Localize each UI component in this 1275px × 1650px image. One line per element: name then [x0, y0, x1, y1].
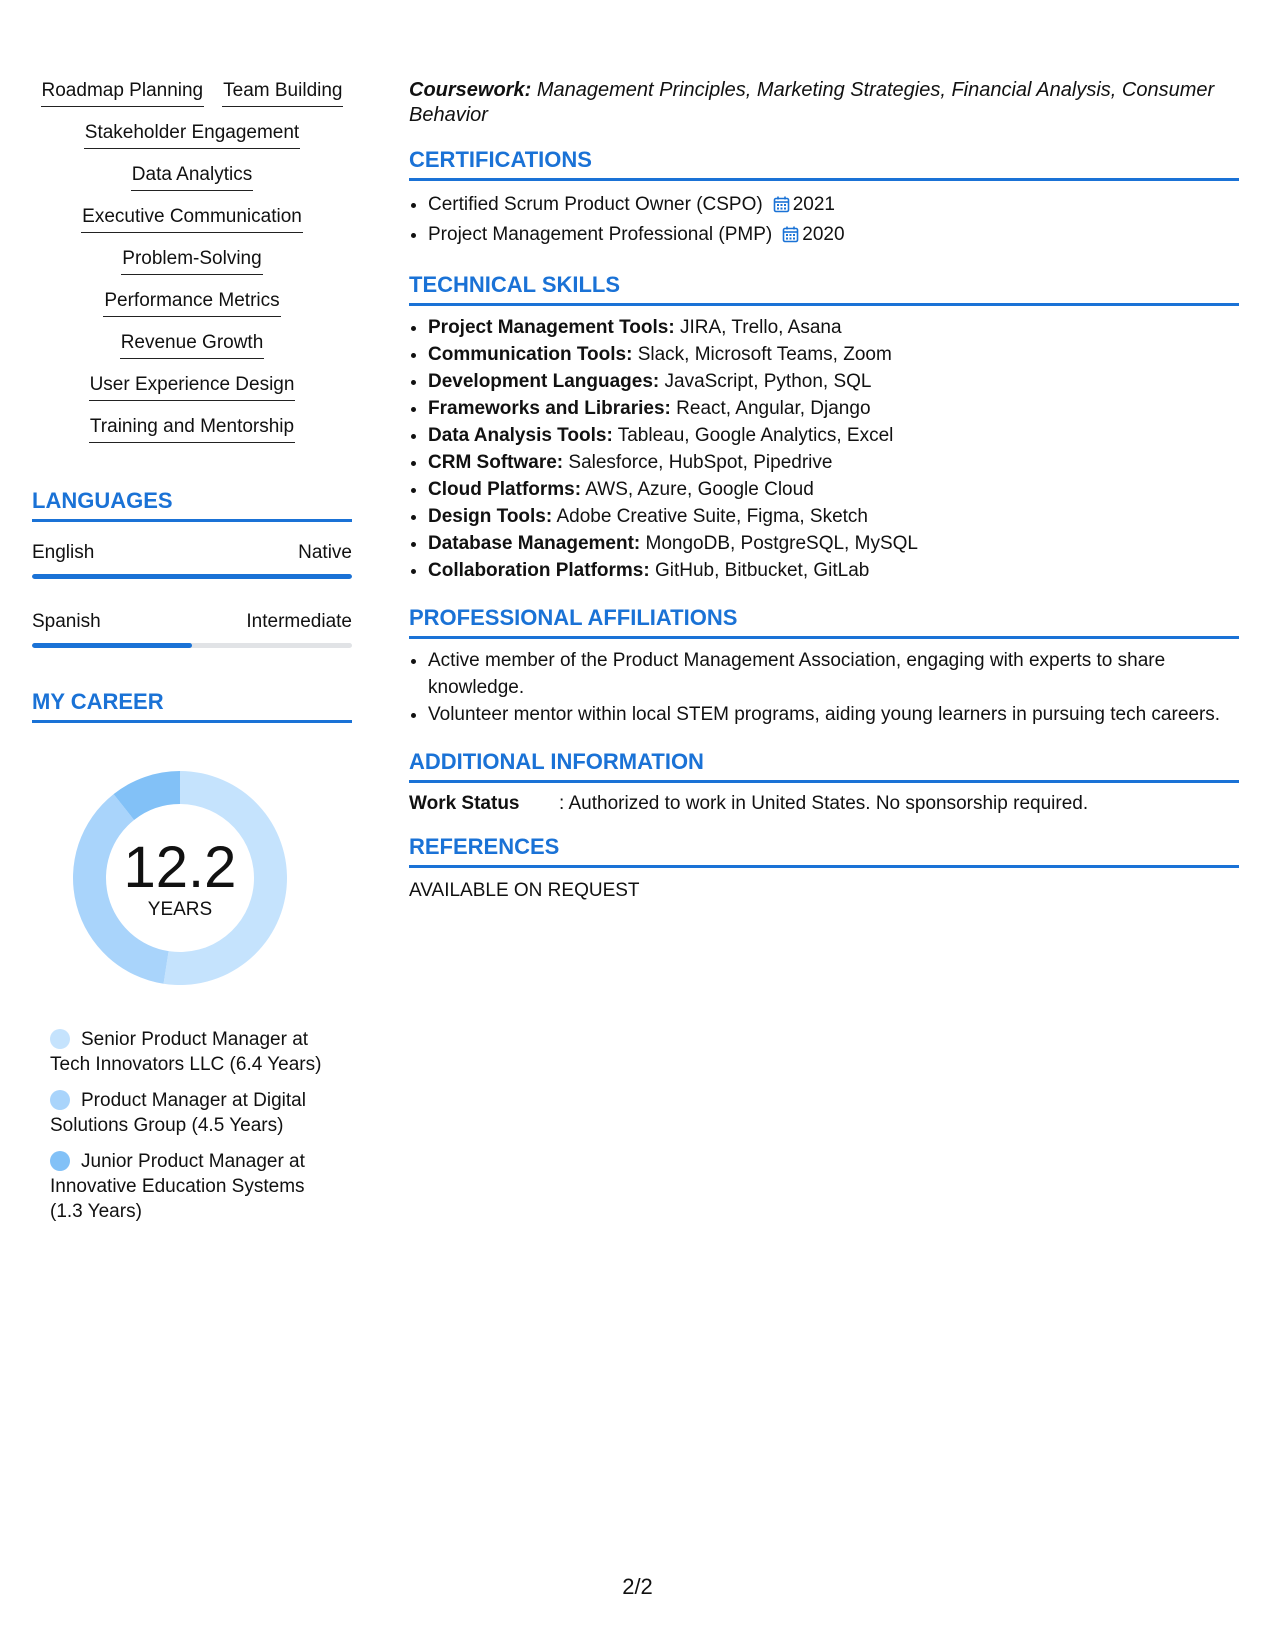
career-heading: MY CAREER [32, 688, 352, 723]
technical-skill-item [428, 422, 1239, 449]
technical-skill-label: Development Languages: [428, 371, 660, 392]
skill-row [32, 246, 352, 275]
technical-skill-value: AWS, Azure, Google Cloud [585, 479, 814, 500]
skill-tag: Problem-Solving [121, 246, 262, 275]
skill-row [32, 204, 352, 233]
technical-skill-item [428, 341, 1239, 368]
work-status-label: Work Status [409, 793, 520, 814]
language-level: Intermediate [246, 611, 352, 632]
technical-skill-value: Salesforce, HubSpot, Pipedrive [568, 452, 833, 473]
technical-skill-item [428, 314, 1239, 341]
legend-item [50, 1149, 340, 1224]
language-header [32, 540, 352, 566]
coursework-text: Management Principles, Marketing Strategies, Financial Analysis, Consumer Behavior [409, 79, 1215, 126]
legend-color-dot [50, 1151, 70, 1171]
career-section [32, 688, 352, 1224]
technical-skill-value: JIRA, Trello, Asana [679, 317, 842, 338]
technical-skill-value: Tableau, Google Analytics, Excel [617, 425, 894, 446]
technical-skills-list [409, 314, 1239, 584]
language-item [32, 540, 352, 579]
work-status-value: : Authorized to work in United States. No sponsorship required. [559, 793, 1089, 814]
donut-center [65, 763, 295, 993]
references-section [409, 833, 1239, 904]
career-legend [32, 1027, 340, 1224]
technical-skill-label: Database Management: [428, 533, 641, 554]
additional-info-heading: ADDITIONAL INFORMATION [409, 748, 1239, 783]
legend-label: Junior Product Manager at Innovative Education Systems (1.3 Years) [50, 1151, 305, 1222]
technical-skill-item [428, 395, 1239, 422]
skill-tag: Performance Metrics [103, 288, 280, 317]
technical-skill-label: Collaboration Platforms: [428, 560, 650, 581]
page-number: 2/2 [622, 1574, 653, 1599]
skill-row [32, 330, 352, 359]
technical-skill-item [428, 503, 1239, 530]
technical-skill-item [428, 476, 1239, 503]
certification-item [428, 221, 1239, 251]
technical-skill-label: Data Analysis Tools: [428, 425, 613, 446]
references-text: AVAILABLE ON REQUEST [409, 880, 640, 901]
career-years-unit: YEARS [147, 899, 213, 920]
technical-skill-label: CRM Software: [428, 452, 564, 473]
technical-skill-value: React, Angular, Django [676, 398, 871, 419]
technical-skill-label: Cloud Platforms: [428, 479, 582, 500]
technical-skill-value: Slack, Microsoft Teams, Zoom [637, 344, 892, 365]
additional-info-section [409, 748, 1239, 817]
technical-skill-item [428, 449, 1239, 476]
references-heading: REFERENCES [409, 833, 1239, 868]
language-proficiency-fill [32, 574, 352, 579]
skill-row [32, 372, 352, 401]
technical-skill-item [428, 530, 1239, 557]
legend-color-dot [50, 1029, 70, 1049]
career-donut-chart [65, 763, 295, 993]
skill-tag: Team Building [222, 78, 343, 107]
technical-skill-item [428, 368, 1239, 395]
skill-tag: Stakeholder Engagement [84, 120, 300, 149]
legend-item [50, 1027, 340, 1077]
technical-skill-value: JavaScript, Python, SQL [664, 371, 872, 392]
languages-heading: LANGUAGES [32, 487, 352, 522]
languages-list [32, 540, 352, 648]
technical-skill-value: GitHub, Bitbucket, GitLab [654, 560, 870, 581]
certification-name: Certified Scrum Product Owner (CSPO) [428, 194, 763, 215]
affiliations-heading: PROFESSIONAL AFFILIATIONS [409, 604, 1239, 639]
technical-skill-label: Design Tools: [428, 506, 553, 527]
technical-skill-value: Adobe Creative Suite, Figma, Sketch [556, 506, 868, 527]
technical-skill-label: Frameworks and Libraries: [428, 398, 671, 419]
language-proficiency-bar [32, 574, 352, 579]
language-name: Spanish [32, 611, 101, 632]
calendar-icon [773, 194, 790, 221]
affiliation-item: • Volunteer mentor within local STEM programs, aiding young learners in pursuing tech careers. [428, 701, 1239, 728]
technical-skill-item [428, 557, 1239, 584]
skill-row [32, 162, 352, 191]
legend-color-dot [50, 1090, 70, 1110]
language-item [32, 609, 352, 648]
technical-skill-value: MongoDB, PostgreSQL, MySQL [645, 533, 918, 554]
certifications-section [409, 146, 1239, 251]
skill-row [32, 288, 352, 317]
legend-label: Product Manager at Digital Solutions Group (4.5 Years) [50, 1090, 306, 1136]
language-name: English [32, 542, 95, 563]
certification-year: 2020 [802, 224, 845, 245]
technical-skills-heading: TECHNICAL SKILLS [409, 271, 1239, 306]
skill-row [32, 78, 352, 107]
skill-row [32, 414, 352, 443]
languages-section [32, 487, 352, 648]
coursework-label: Coursework: [409, 79, 532, 101]
technical-skill-label: Communication Tools: [428, 344, 633, 365]
certifications-heading: CERTIFICATIONS [409, 146, 1239, 181]
certifications-list [409, 191, 1239, 251]
language-proficiency-bar [32, 643, 352, 648]
right-column [409, 78, 1239, 904]
skill-tag: Revenue Growth [120, 330, 265, 359]
legend-label: Senior Product Manager at Tech Innovators LLC (6.4 Years) [50, 1029, 322, 1075]
skill-row [32, 120, 352, 149]
skills-tags [32, 78, 352, 443]
technical-skills-section [409, 271, 1239, 584]
calendar-icon [782, 224, 799, 251]
career-total-years: 12.2 [123, 835, 237, 900]
certification-item [428, 191, 1239, 221]
skill-tag: Training and Mentorship [89, 414, 295, 443]
work-status-row [409, 791, 1239, 817]
skill-tag: Data Analytics [131, 162, 253, 191]
certification-name: Project Management Professional (PMP) [428, 224, 773, 245]
affiliations-list [409, 647, 1239, 728]
language-proficiency-fill [32, 643, 192, 648]
affiliation-item: • Active member of the Product Management Association, engaging with experts to share knowledge. [428, 647, 1239, 701]
skill-tag: Roadmap Planning [41, 78, 205, 107]
skill-tag: User Experience Design [89, 372, 296, 401]
language-header [32, 609, 352, 635]
language-level: Native [298, 542, 352, 563]
technical-skill-label: Project Management Tools: [428, 317, 675, 338]
legend-item [50, 1088, 340, 1138]
certification-year: 2021 [792, 194, 835, 215]
left-column [32, 78, 352, 1235]
skill-tag: Executive Communication [81, 204, 303, 233]
coursework [409, 78, 1239, 128]
affiliations-section [409, 604, 1239, 728]
